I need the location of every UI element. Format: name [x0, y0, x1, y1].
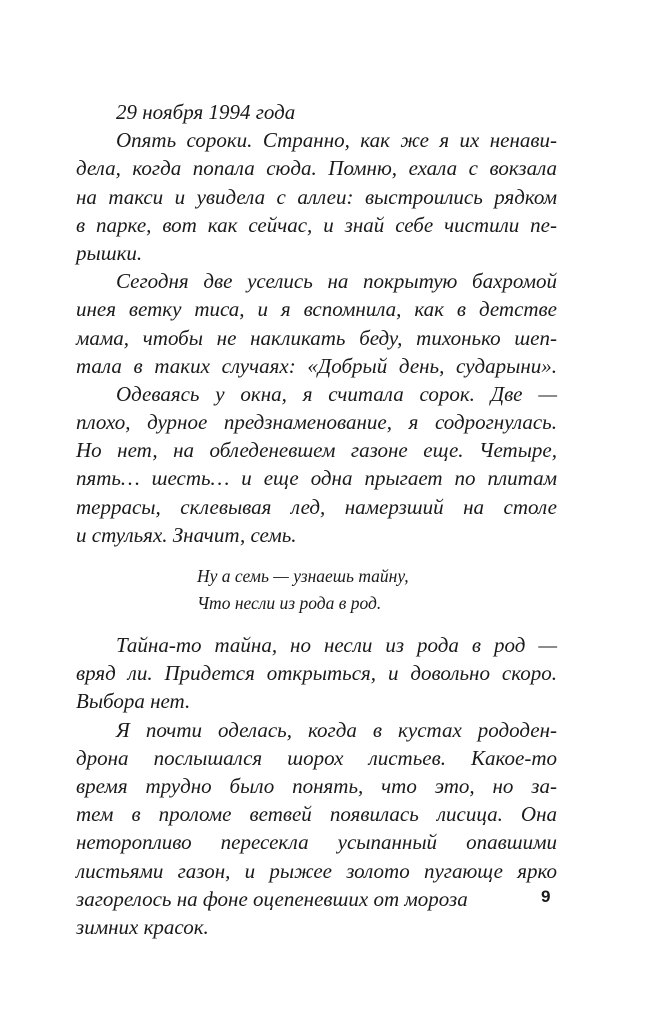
paragraph-1	[76, 126, 557, 267]
text-line: на такси и увидела с аллеи: выстроились рядком	[76, 184, 557, 209]
text-line: Я почти оделась, когда в кустах рододен-	[116, 717, 557, 742]
text-line: пять… шесть… и еще одна прыгает по плитам	[76, 466, 557, 491]
text-line: Опять сороки. Странно, как же я их ненави-	[116, 128, 557, 153]
page-number: 9	[541, 887, 551, 906]
paragraph-5	[76, 716, 557, 942]
text-line: инея ветку тиса, и я вспомнила, как в детстве	[76, 297, 557, 322]
text-line: листьями газон, и рыжее золото пугающе ярко	[76, 858, 557, 883]
text-line: и стульях. Значит, семь.	[76, 522, 297, 547]
paragraph-4	[76, 631, 557, 716]
date-line: 29 ноября 1994 года	[116, 100, 296, 124]
text-line: тем в проломе ветвей появилась лисица. Она	[76, 802, 557, 827]
text-line: террасы, склевывая лед, намерзший на столе	[76, 494, 557, 519]
verse-line: Ну а семь — узнаешь тайну,	[197, 566, 409, 586]
text-line: плохо, дурное предзнаменование, я содрогнулась.	[76, 410, 557, 435]
text-line: тала в таких случаях: «Добрый день, сударыни».	[76, 353, 557, 378]
verse-quote	[76, 563, 557, 617]
text-line: неторопливо пересекла усыпанный опавшими	[76, 830, 557, 855]
text-line: Одеваясь у окна, я считала сорок. Две —	[116, 381, 557, 406]
text-line: Но нет, на обледеневшем газоне еще. Четыре,	[76, 438, 557, 463]
text-line: зимних красок.	[76, 914, 209, 939]
verse-line: Что несли из рода в род.	[197, 593, 382, 613]
text-line: дела, когда попала сюда. Помню, ехала с вокзала	[76, 156, 557, 181]
page-body	[76, 98, 557, 941]
text-line: дрона послышался шорох листьев. Какое-то	[76, 745, 557, 770]
text-line: вряд ли. Придется открыться, и довольно скоро.	[76, 661, 557, 686]
text-line: рышки.	[76, 240, 143, 265]
paragraph-2	[76, 267, 557, 380]
text-line: Сегодня две уселись на покрытую бахромой	[116, 269, 557, 294]
text-line: Выбора нет.	[76, 689, 191, 714]
paragraph-3	[76, 380, 557, 549]
text-line: мама, чтобы не накликать беду, тихонько шеп-	[76, 325, 557, 350]
text-line: время трудно было понять, что это, но за-	[76, 773, 557, 798]
text-line: Тайна-то тайна, но несли из рода в род —	[116, 633, 557, 657]
text-line: в парке, вот как сейчас, и знай себе чистили пе-	[76, 212, 557, 237]
text-line: загорелось на фоне оцепеневших от мороза	[76, 886, 468, 911]
